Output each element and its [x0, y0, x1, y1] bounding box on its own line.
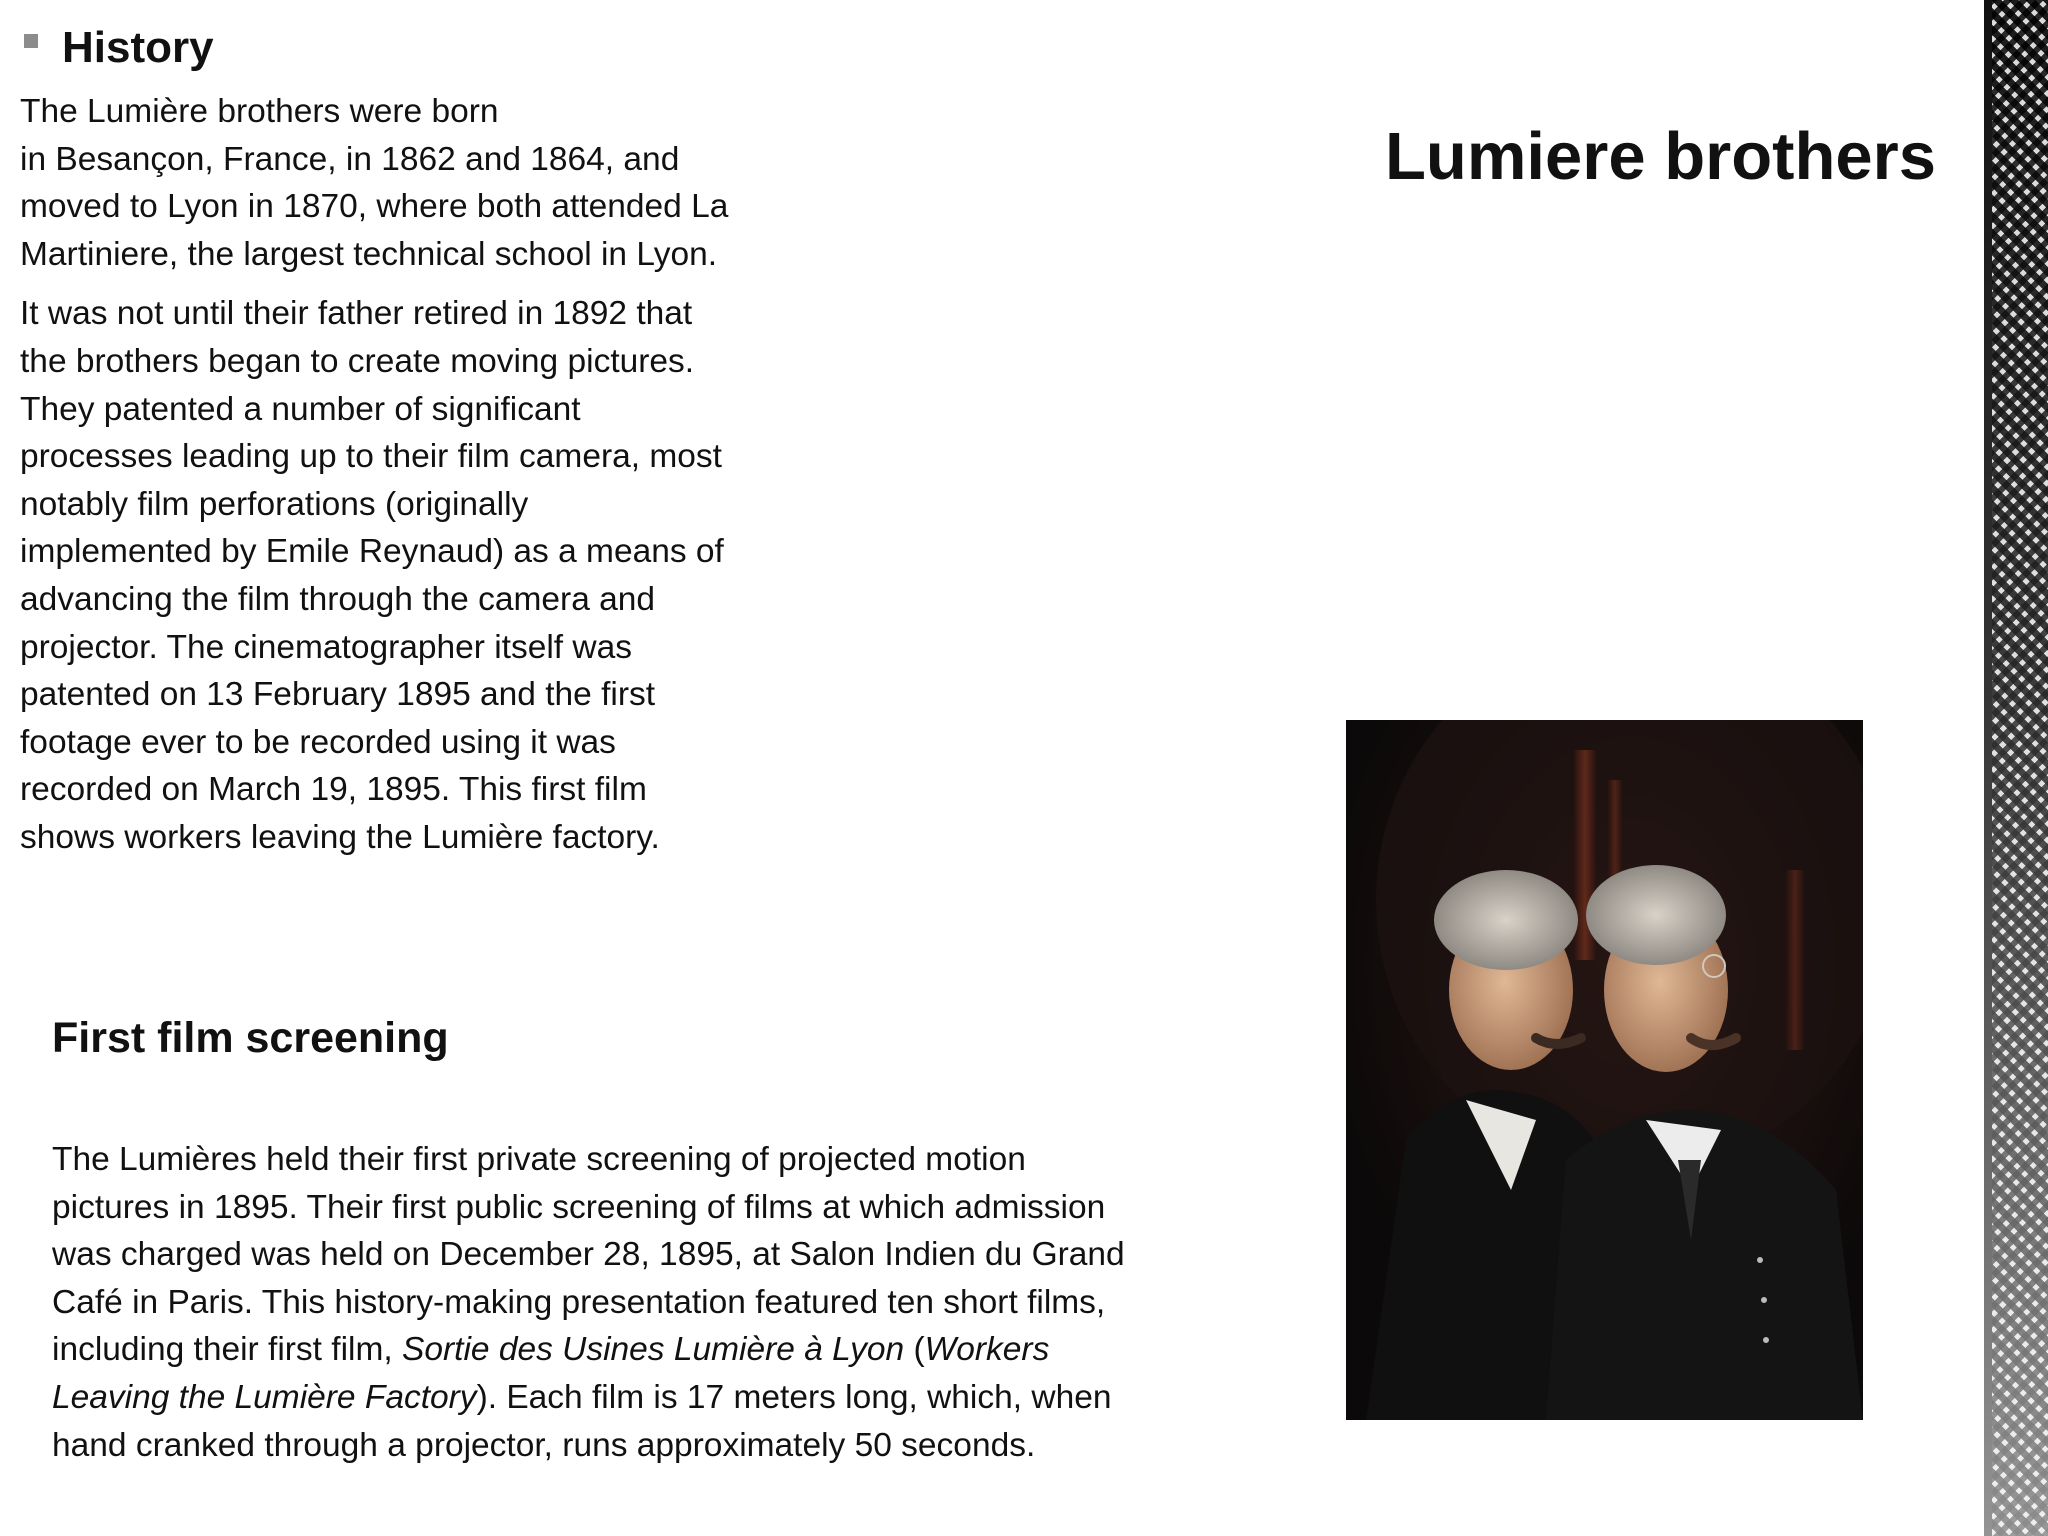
screening-paragraph	[52, 1136, 1252, 1469]
bullet-square-icon	[24, 34, 38, 48]
history-paragraph: It was not until their father retired in 1892 that the brothers began to create moving pictures. They patented a number of significant processes leading up to their film camera, most notably film perforations (originally implemented by Emile Reynaud) as a means of advancing the film through the camera and projector. The cinematographer itself was patented on 13 February 1895 and the first footage ever to be recorded using it was recorded on March 19, 1895. This first film shows workers leaving the Lumière factory.	[20, 295, 724, 856]
history-body	[20, 88, 820, 874]
portrait-photo	[1346, 720, 1863, 1420]
decorative-border-fade	[1966, 0, 2048, 1536]
history-paragraph: The Lumière brothers were born in Besançon, France, in 1862 and 1864, and moved to Lyon in 1870, where both attended La Martiniere, the largest technical school in Lyon.	[20, 93, 729, 273]
film-translation: Workers Leaving the Lumière Factory	[52, 1331, 1050, 1416]
screening-heading: First film screening	[52, 1014, 449, 1062]
slide-title: Lumiere brothers	[1384, 119, 1936, 194]
film-title: Sortie des Usines Lumière à Lyon	[402, 1331, 905, 1369]
screening-text-part: ). Each film is 17 meters long, which, when hand cranked through a projector, runs approximately 50 seconds.	[52, 1378, 1112, 1464]
screening-text-part: The Lumières held their first private screening of projected motion pictures in 1895. Their first public screening of films at which admission was charged was held on December 28, 1895, at Salon Indien du Grand Café in Paris. This history-making presentation featured ten short films, including their first film,	[52, 1141, 1125, 1369]
screening-text-part: (	[904, 1331, 925, 1369]
history-heading: History	[62, 23, 214, 72]
